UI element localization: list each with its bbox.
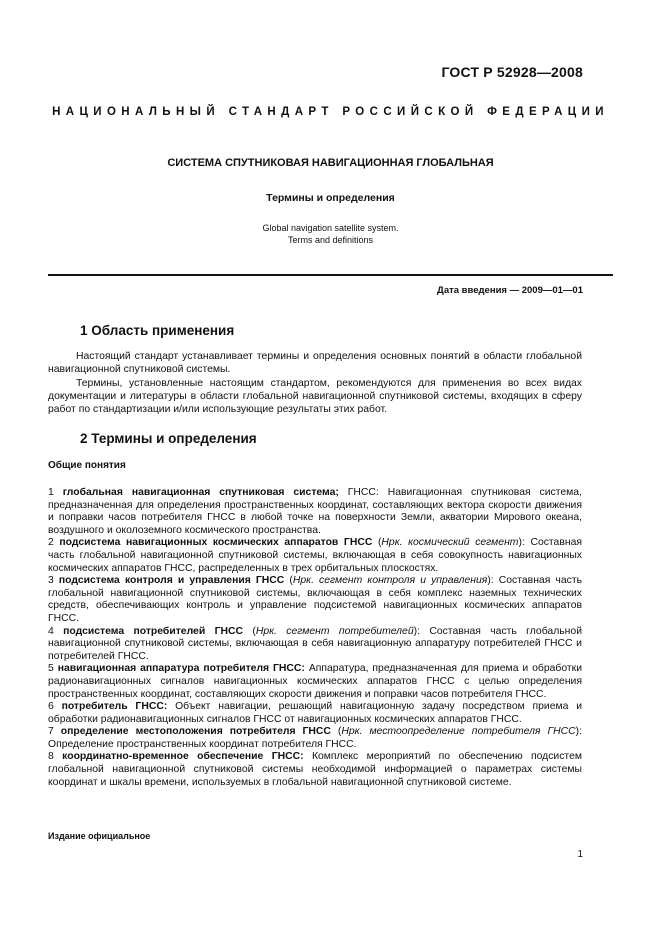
term-definition: Составная часть глобальной навигационной спутниковой системы, включающая в себя комплекс наземных технических средств, обеспечивающих контроль и управление подсистемой навигационных космических аппаратов ГНСС. [48,575,582,624]
scope-paragraph: Термины, установленные настоящим стандартом, рекомендуются для применения во всех видах документации и литературы в области глобальной навигационной спутниковой системы, входящих в сферу работ по стандартизации и/или использующие результаты этих работ. [48,378,582,415]
document-code: ГОСТ Р 52928—2008 [441,64,583,80]
document-title: СИСТЕМА СПУТНИКОВАЯ НАВИГАЦИОННАЯ ГЛОБАЛЬНАЯ [167,157,494,169]
document-subtitle: Термины и определения [266,192,395,204]
section-heading-terms: 2 Термины и определения [80,431,257,446]
term-name: подсистема потребителей ГНСС [63,625,243,637]
english-subtitle: Terms and definitions [287,235,374,245]
term-number: 6 [48,701,54,713]
term-paren: ): [518,537,525,549]
term-entry [48,487,582,537]
term-definition: Комплекс мероприятий по обеспечению подсистем глобальной навигационной спутниковой системы необходимой информацией о параметрах системы координат и шкалы времени, используемых в глобальной навигационной спутниковой системе. [48,751,582,788]
term-name: навигационная аппаратура потребителя ГНСС: [57,663,305,675]
term-definition: Объект навигации, решающий навигационную задачу посредством приема и обработки радионавигационных сигналов ГНСС от навигационных космических аппаратов ГНСС. [48,701,582,725]
term-deprecated: Нрк. космический сегмент [381,537,519,549]
english-title: Global navigation satellite system. [262,223,399,233]
general-concepts-subheading: Общие понятия [48,460,126,471]
term-entry [48,575,582,625]
page-number: 1 [577,849,583,860]
term-entry [48,663,582,701]
term-definition: Составная часть глобальной навигационной спутниковой системы, включающая в себя совокупность навигационных космических аппаратов ГНСС, распределенных в трех орбитальных плоскостях. [48,537,583,574]
term-number: 4 [48,625,54,637]
term-definition: Навигационная спутниковая система, предназначенная для определения пространственных координат, составляющих вектора скорости движения и поправки часов потребителя ГНСС в любой точке на поверхности Земли, акватории Мирового океана, воздушного и околоземного космического пространства. [48,487,582,536]
term-name: определение местоположения потребителя ГНСС [60,726,331,738]
term-paren: ( [284,575,293,587]
term-number: 2 [48,537,54,549]
scope-paragraph: Настоящий стандарт устанавливает термины и определения основных понятий в области глобальной навигационной спутниковой системы. [48,351,582,375]
term-number: 5 [48,663,54,675]
term-name: потребитель ГНСС: [61,701,168,713]
term-entry [48,726,582,751]
term-paren: ( [372,537,382,549]
term-number: 3 [48,575,54,587]
term-paren: ): [413,625,420,637]
introduction-date: Дата введения — 2009—01—01 [437,285,583,296]
official-edition-label: Издание официальное [48,831,151,841]
term-paren: ( [242,625,256,637]
term-name: глобальная навигационная спутниковая система; [62,487,339,498]
term-number: 1 [48,487,54,498]
term-paren: ( [330,726,342,738]
term-entry [48,626,582,664]
term-deprecated: Нрк. местоопределение потребителя ГНСС [341,726,576,738]
term-entry [48,751,582,789]
term-definition: Аппаратура, предназначенная для приема и обработки радионавигационных сигналов навигационных космических аппаратов ГНСС с целью определения пространственных координат, составляющих скорости движения и поправки часов потребителя ГНСС. [48,663,583,700]
term-deprecated: Нрк. сегмент контроля и управления [292,575,488,587]
term-name: координатно-временное обеспечение ГНСС: [62,751,304,763]
term-number: 8 [48,751,54,763]
section-heading-scope: 1 Область применения [80,323,235,338]
title-divider [48,274,613,276]
term-definition: Составная часть глобальной навигационной спутниковой системы, включающая в себя навигационную аппаратуру потребителей ГНСС и потребителей ГНСС. [48,625,582,662]
term-deprecated: Нрк. сегмент потребителей [255,625,414,637]
term-name: подсистема навигационных космических аппаратов ГНСС [59,537,373,549]
term-entry [48,701,582,726]
term-number: 7 [48,726,54,738]
term-abbreviation: ГНСС: [338,487,379,498]
term-name: подсистема контроля и управления ГНСС [58,575,285,587]
terms-list [48,487,582,789]
term-entry [48,537,582,575]
term-paren: ): [487,575,494,587]
national-standard-banner: НАЦИОНАЛЬНЫЙ СТАНДАРТ РОССИЙСКОЙ ФЕДЕРАЦИИ [52,106,609,118]
term-definition: Определение пространственных координат потребителя ГНСС. [48,738,357,750]
term-paren: ): [575,726,582,738]
